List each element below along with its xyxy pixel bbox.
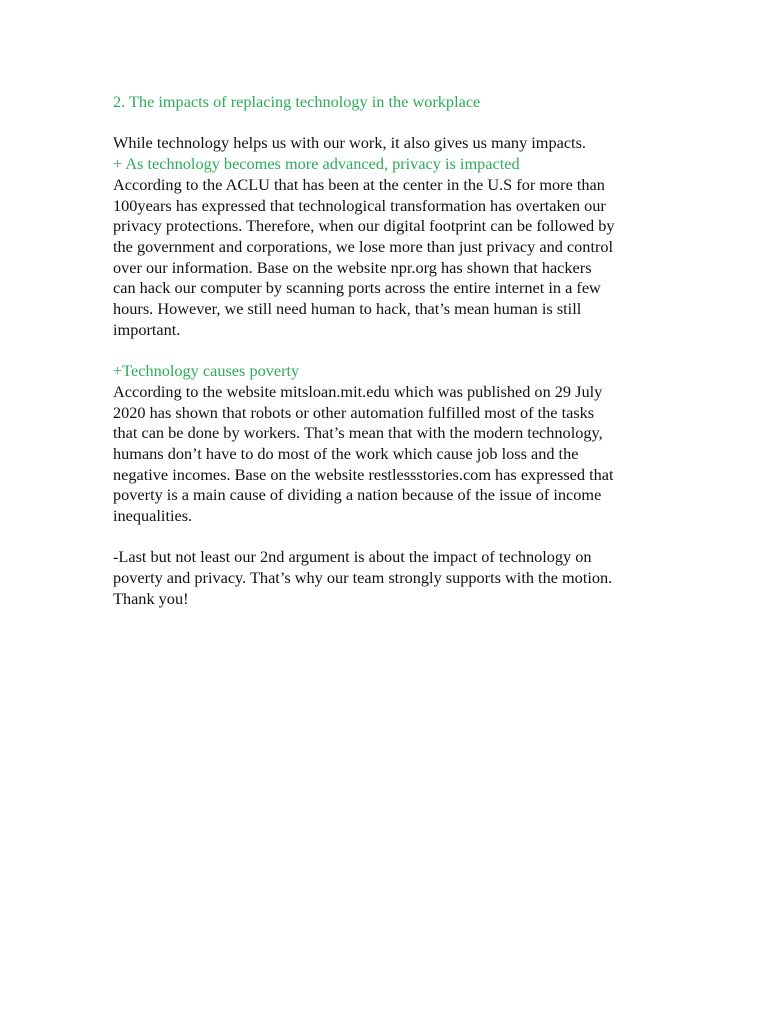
paragraph-privacy: [113, 175, 673, 341]
section-heading: 2. The impacts of replacing technology in the workplace: [113, 92, 481, 111]
paragraph-line: inequalities.: [113, 506, 193, 526]
spacer: [113, 527, 673, 548]
paragraph-line: -Last but not least our 2nd argument is about the impact of technology on: [113, 547, 592, 567]
paragraph-line: the government and corporations, we lose more than just privacy and control: [113, 236, 614, 256]
paragraph-line: humans don’t have to do most of the work which cause job loss and the: [113, 443, 579, 463]
paragraph-line: 100years has expressed that technological transformation has overtaken our: [113, 195, 606, 215]
paragraph-conclusion: [113, 547, 673, 609]
paragraph-line: According to the ACLU that has been at the center in the U.S for more than: [113, 174, 605, 194]
intro-text: While technology helps us with our work, it also gives us many impacts.: [113, 133, 586, 153]
subheading-privacy: + As technology becomes more advanced, privacy is impacted: [113, 154, 520, 174]
paragraph-line: can hack our computer by scanning ports across the entire internet in a few: [113, 278, 601, 298]
paragraph-line: important.: [113, 319, 181, 339]
paragraph-line: poverty and privacy. That’s why our team strongly supports with the motion.: [113, 568, 613, 588]
paragraph-line: 2020 has shown that robots or other automation fulfilled most of the tasks: [113, 402, 595, 422]
paragraph-line: Thank you!: [113, 588, 189, 608]
subheading-poverty: +Technology causes poverty: [113, 361, 300, 381]
paragraph-line: negative incomes. Base on the website restlessstories.com has expressed that: [113, 464, 614, 484]
paragraph-line: privacy protections. Therefore, when our digital footprint can be followed by: [113, 216, 615, 236]
spacer: [113, 113, 673, 134]
paragraph-line: that can be done by workers. That’s mean that with the modern technology,: [113, 423, 603, 443]
spacer: [113, 340, 673, 361]
paragraph-line: over our information. Base on the website npr.org has shown that hackers: [113, 257, 592, 277]
paragraph-poverty: [113, 382, 673, 527]
document-page: [113, 92, 673, 610]
paragraph-line: poverty is a main cause of dividing a nation because of the issue of income: [113, 485, 602, 505]
paragraph-line: According to the website mitsloan.mit.edu which was published on 29 July: [113, 381, 603, 401]
paragraph-line: hours. However, we still need human to hack, that’s mean human is still: [113, 299, 582, 319]
